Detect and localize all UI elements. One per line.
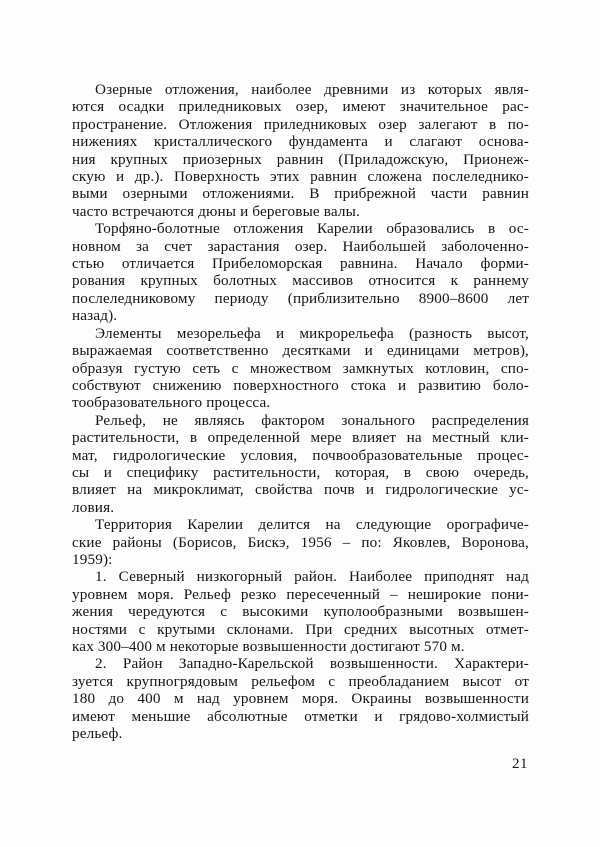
paragraph <box>72 412 529 516</box>
paragraph <box>72 220 529 324</box>
text-line: зуется крупногрядовым рельефом с преобладанием высот от <box>72 672 529 690</box>
text-line: Рельеф, не являясь фактором зонального распределения <box>95 411 529 429</box>
text-line: ские районы (Борисов, Бискэ, 1956 – по: Яковлев, Воронова, <box>72 533 529 551</box>
text-line: ловия. <box>72 498 115 516</box>
text-line: мат, гидрологические условия, почвообразовательные процес- <box>72 446 529 464</box>
text-line: пространение. Отложения приледниковых озер залегают в по- <box>72 115 529 133</box>
text-line: новном за счет зарастания озер. Наибольшей заболоченно- <box>72 237 529 255</box>
text-line: ются осадки приледниковых озер, имеют значительное рас- <box>72 98 529 116</box>
text-line: жения чередуются с высокими куполообразными возвышен- <box>72 603 529 621</box>
text-line: ния крупных приозерных равнин (Приладожскую, Прионеж- <box>72 150 529 168</box>
text-line: образуя густую сеть с множеством замкнутых котловин, спо- <box>72 359 529 377</box>
text-line: стью отличается Прибеломорская равнина. Начало форми- <box>72 255 529 273</box>
text-line: сы и специфику растительности, которая, в свою очередь, <box>72 463 529 481</box>
text-line: тообразовательного процесса. <box>72 394 271 412</box>
paragraph <box>72 568 529 655</box>
text-line: часто встречаются дюны и береговые валы. <box>72 202 360 220</box>
page-number: 21 <box>512 756 528 772</box>
paragraph <box>72 325 529 412</box>
text-line: Элементы мезорельефа и микрорельефа (разность высот, <box>95 324 529 342</box>
text-line: ках 300–400 м некоторые возвышенности достигают 570 м. <box>72 638 465 655</box>
text-line: 1. Северный низкогорный район. Наиболее приподнят над <box>95 568 529 586</box>
text-line: послеледниковому периоду (приблизительно 8900–8600 лет <box>72 289 529 307</box>
paragraph <box>72 81 529 220</box>
text-line: рования крупных болотных массивов относится к раннему <box>72 272 529 290</box>
paragraph <box>72 655 529 742</box>
text-line: растительности, в определенной мере влияет на местный кли- <box>72 429 529 447</box>
text-line: собствуют снижению поверхностного стока и развитию боло- <box>72 376 529 394</box>
text-line: рельеф. <box>72 725 123 743</box>
text-line: Торфяно-болотные отложения Карелии образовались в ос- <box>95 220 529 238</box>
text-line: имеют меньшие абсолютные отметки и грядово-холмистый <box>72 707 529 725</box>
text-block <box>72 81 529 742</box>
text-line: Озерные отложения, наиболее древними из которых явля- <box>95 81 529 98</box>
paragraph <box>72 516 529 568</box>
text-line: 2. Район Западно-Карельской возвышенности. Характери- <box>95 655 529 673</box>
text-line: выражаемая соответственно десятками и единицами метров), <box>72 342 529 360</box>
text-line: 180 до 400 м над уровнем моря. Окраины возвышенности <box>72 690 529 708</box>
text-line: 1959): <box>72 550 113 568</box>
text-line: назад). <box>72 307 118 325</box>
text-line: влияет на микроклимат, свойства почв и гидрологические ус- <box>72 481 529 499</box>
text-line: выми озерными отложениями. В прибрежной части равнин <box>72 185 529 203</box>
text-line: уровнем моря. Рельеф резко пересеченный – неширокие пони- <box>72 585 529 603</box>
text-line: ностями с крутыми склонами. При средних высотных отмет- <box>72 620 529 638</box>
text-line: Территория Карелии делится на следующие орографиче- <box>95 516 529 534</box>
text-line: нижениях кристаллического фундамента и слагают основа- <box>72 133 529 151</box>
text-line: скую и др.). Поверхность этих равнин сложена послеледнико- <box>72 168 529 186</box>
